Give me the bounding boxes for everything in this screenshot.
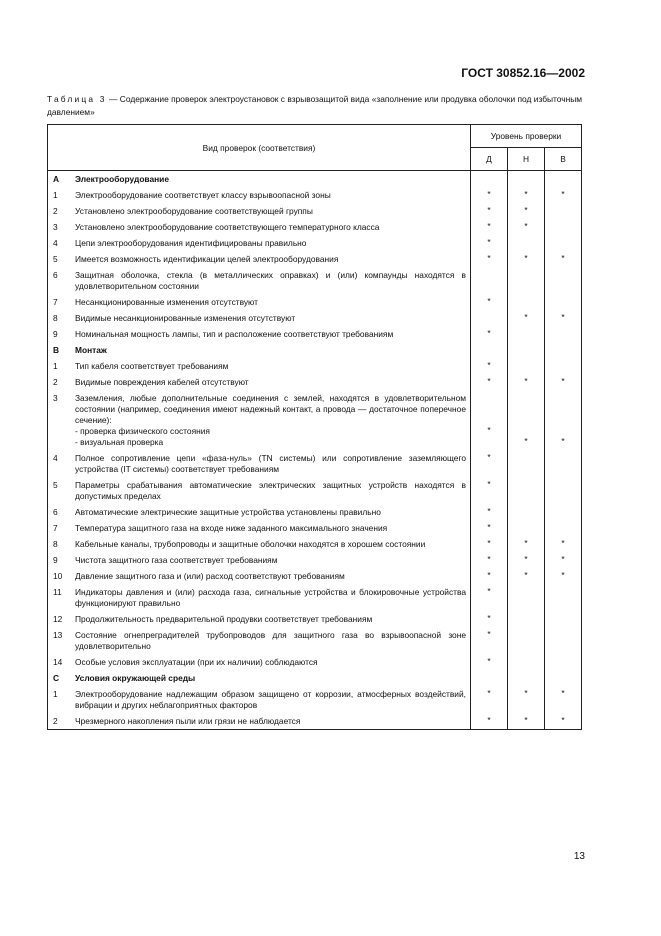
section-title: Электрооборудование xyxy=(73,171,471,188)
row-number: 1 xyxy=(48,686,74,713)
row-text: Видимые повреждения кабелей отсутствуют xyxy=(73,374,471,390)
row-text: Несанкционированные изменения отсутствуют xyxy=(73,294,471,310)
level-mark-cell xyxy=(545,627,582,654)
level-mark-cell xyxy=(545,326,582,342)
section-row xyxy=(48,670,582,686)
row-text: Особые условия эксплуатации (при их наличии) соблюдаются xyxy=(73,654,471,670)
check-mark: * xyxy=(487,479,491,489)
table-row xyxy=(48,477,582,504)
row-text: Электрооборудование надлежащим образом защищено от коррозии, атмосферных воздействий, вибрации и других неблагоприятных факторов xyxy=(73,686,471,713)
inspection-table xyxy=(47,124,582,730)
table-row xyxy=(48,552,582,568)
row-text: Давление защитного газа и (или) расход соответствуют требованиям xyxy=(73,568,471,584)
row-text: Кабельные каналы, трубопроводы и защитные оболочки находятся в хорошем состоянии xyxy=(73,536,471,552)
table-row xyxy=(48,654,582,670)
level-mark-cell xyxy=(545,235,582,251)
level-mark-cell xyxy=(545,203,582,219)
table-row xyxy=(48,390,582,450)
check-mark: * xyxy=(524,715,528,725)
check-mark: * xyxy=(561,189,565,199)
level-mark-cell xyxy=(545,584,582,611)
row-text: Чрезмерного накопления пыли или грязи не наблюдается xyxy=(73,713,471,730)
level-mark-cell xyxy=(545,251,582,267)
row-number: 7 xyxy=(48,520,74,536)
section-row xyxy=(48,171,582,188)
row-text: Имеется возможность идентификации целей электрооборудования xyxy=(73,251,471,267)
row-number: 4 xyxy=(48,235,74,251)
level-mark-cell xyxy=(545,520,582,536)
check-mark: * xyxy=(487,629,491,639)
check-mark: * xyxy=(487,688,491,698)
level-mark-cell xyxy=(545,670,582,686)
check-mark: * xyxy=(561,715,565,725)
table-row xyxy=(48,187,582,203)
level-mark-cell xyxy=(508,654,545,670)
level-mark-cell xyxy=(545,374,582,390)
level-mark-cell xyxy=(545,219,582,235)
check-mark: * xyxy=(487,237,491,247)
level-mark-cell xyxy=(471,713,508,730)
level-mark-cell xyxy=(508,670,545,686)
table-row xyxy=(48,294,582,310)
check-mark: * xyxy=(524,538,528,548)
table-row xyxy=(48,235,582,251)
table-title: — Содержание проверок электроустановок с взрывозащитой вида «заполнение или продувка оболочки под избыточным давлением» xyxy=(47,94,583,117)
level-mark-cell xyxy=(471,584,508,611)
level-mark-cell xyxy=(508,187,545,203)
level-mark-cell xyxy=(508,713,545,730)
check-mark: * xyxy=(487,253,491,263)
level-mark-cell xyxy=(471,536,508,552)
column-header-type: Вид проверок (соответствия) xyxy=(48,125,471,171)
row-number: 5 xyxy=(48,477,74,504)
level-mark-cell xyxy=(545,504,582,520)
level-mark-cell xyxy=(508,520,545,536)
check-mark: * xyxy=(487,376,491,386)
level-mark-cell xyxy=(471,686,508,713)
check-mark: * xyxy=(487,506,491,516)
check-mark: * xyxy=(487,360,491,370)
level-mark-cell xyxy=(508,504,545,520)
level-mark-cell xyxy=(508,536,545,552)
table-row xyxy=(48,536,582,552)
level-mark-cell xyxy=(545,267,582,294)
check-mark: * xyxy=(524,554,528,564)
level-mark-cell xyxy=(471,235,508,251)
level-mark-cell xyxy=(545,713,582,730)
level-mark-cell xyxy=(471,552,508,568)
level-header-d: Д xyxy=(471,148,508,171)
standard-number: ГОСТ 30852.16—2002 xyxy=(461,66,585,80)
section-title: Условия окружающей среды xyxy=(73,670,471,686)
table-body xyxy=(48,171,582,730)
level-mark-cell xyxy=(545,390,582,450)
level-mark-cell xyxy=(508,390,545,450)
level-header-v: В xyxy=(545,148,582,171)
row-text: Тип кабеля соответствует требованиям xyxy=(73,358,471,374)
row-number: 8 xyxy=(48,536,74,552)
level-mark-cell xyxy=(471,654,508,670)
level-mark-cell xyxy=(508,342,545,358)
table-row xyxy=(48,358,582,374)
level-mark-cell xyxy=(508,235,545,251)
check-mark: * xyxy=(561,312,565,322)
table-row xyxy=(48,627,582,654)
level-mark-cell xyxy=(471,203,508,219)
check-mark: * xyxy=(487,538,491,548)
row-number: 9 xyxy=(48,326,74,342)
check-mark: * xyxy=(487,425,491,435)
level-mark-cell xyxy=(471,358,508,374)
level-mark-cell xyxy=(471,504,508,520)
level-mark-cell xyxy=(508,568,545,584)
row-number: 1 xyxy=(48,358,74,374)
level-mark-cell xyxy=(545,310,582,326)
check-mark: * xyxy=(524,436,528,446)
level-mark-cell xyxy=(508,477,545,504)
level-mark-cell xyxy=(471,171,508,188)
check-mark: * xyxy=(487,586,491,596)
check-mark: * xyxy=(487,522,491,532)
level-mark-cell xyxy=(471,390,508,450)
table-row xyxy=(48,219,582,235)
section-row xyxy=(48,342,582,358)
level-mark-cell xyxy=(545,686,582,713)
level-mark-cell xyxy=(545,358,582,374)
check-mark: * xyxy=(561,253,565,263)
level-mark-cell xyxy=(471,450,508,477)
check-mark: * xyxy=(561,554,565,564)
level-mark-cell xyxy=(471,267,508,294)
page-number: 13 xyxy=(573,851,585,862)
row-text: Видимые несанкционированные изменения отсутствуют xyxy=(73,310,471,326)
level-mark-cell xyxy=(508,374,545,390)
check-mark: * xyxy=(524,189,528,199)
level-mark-cell xyxy=(508,219,545,235)
level-mark-cell xyxy=(545,477,582,504)
table-row xyxy=(48,374,582,390)
row-number: 2 xyxy=(48,713,74,730)
row-text: Продолжительность предварительной продувки соответствует требованиям xyxy=(73,611,471,627)
level-mark-cell xyxy=(471,374,508,390)
check-mark: * xyxy=(487,656,491,666)
row-text: Электрооборудование соответствует классу взрывоопасной зоны xyxy=(73,187,471,203)
row-number: 2 xyxy=(48,203,74,219)
check-mark: * xyxy=(524,253,528,263)
row-number: 2 xyxy=(48,374,74,390)
check-mark: * xyxy=(561,436,565,446)
row-number: 1 xyxy=(48,187,74,203)
table-row xyxy=(48,713,582,730)
row-text: Состояние огнепреградителей трубопроводов для защитного газа во взрывоопасной зоне удовлетворительно xyxy=(73,627,471,654)
table-row xyxy=(48,686,582,713)
level-mark-cell xyxy=(545,611,582,627)
row-text: Автоматические электрические защитные устройства установлены правильно xyxy=(73,504,471,520)
table-label: Таблица 3 xyxy=(47,94,107,104)
table-row xyxy=(48,310,582,326)
check-mark: * xyxy=(524,312,528,322)
row-number: C xyxy=(48,670,74,686)
check-mark: * xyxy=(487,205,491,215)
level-mark-cell xyxy=(471,627,508,654)
check-mark: * xyxy=(561,538,565,548)
level-mark-cell xyxy=(508,310,545,326)
table-row xyxy=(48,568,582,584)
level-mark-cell xyxy=(545,450,582,477)
row-text: Установлено электрооборудование соответствующего температурного класса xyxy=(73,219,471,235)
table-row xyxy=(48,611,582,627)
level-mark-cell xyxy=(545,342,582,358)
table-row xyxy=(48,267,582,294)
row-text: Индикаторы давления и (или) расхода газа, сигнальные устройства и блокировочные устройства функционируют правильно xyxy=(73,584,471,611)
row-text: Установлено электрооборудование соответствующей группы xyxy=(73,203,471,219)
level-mark-cell xyxy=(508,686,545,713)
column-header-level: Уровень проверки xyxy=(471,125,582,148)
row-text: Номинальная мощность лампы, тип и расположение соответствуют требованиям xyxy=(73,326,471,342)
level-mark-cell xyxy=(545,536,582,552)
check-mark: * xyxy=(487,570,491,580)
level-mark-cell xyxy=(508,627,545,654)
table-caption xyxy=(47,93,582,118)
check-mark: * xyxy=(487,554,491,564)
row-number: 14 xyxy=(48,654,74,670)
level-mark-cell xyxy=(471,568,508,584)
row-text: Полное сопротивление цепи «фаза-нуль» (TN системы) или сопротивление заземляющего устройства (IT системы) соответствует требованиям xyxy=(73,450,471,477)
check-mark: * xyxy=(487,452,491,462)
level-mark-cell xyxy=(471,520,508,536)
table-row xyxy=(48,450,582,477)
row-number: 12 xyxy=(48,611,74,627)
check-mark: * xyxy=(524,221,528,231)
level-mark-cell xyxy=(471,294,508,310)
level-mark-cell xyxy=(508,251,545,267)
level-mark-cell xyxy=(471,219,508,235)
check-mark: * xyxy=(561,688,565,698)
check-mark: * xyxy=(487,715,491,725)
level-mark-cell xyxy=(508,326,545,342)
row-number: 8 xyxy=(48,310,74,326)
check-mark: * xyxy=(524,688,528,698)
level-header-n: Н xyxy=(508,148,545,171)
row-number: 4 xyxy=(48,450,74,477)
check-mark: * xyxy=(487,613,491,623)
level-mark-cell xyxy=(471,310,508,326)
table-row xyxy=(48,504,582,520)
check-mark: * xyxy=(561,570,565,580)
row-number: 5 xyxy=(48,251,74,267)
level-mark-cell xyxy=(508,294,545,310)
level-mark-cell xyxy=(471,611,508,627)
row-text: Температура защитного газа на входе ниже заданного максимального значения xyxy=(73,520,471,536)
check-mark: * xyxy=(487,296,491,306)
row-number: 11 xyxy=(48,584,74,611)
row-text: Заземления, любые дополнительные соединения с землей, находятся в удовлетворительном состоянии (например, соединения имеют надежный контакт, а провода — достаточное поперечное сечение): - проверка физического состояния - визуальная проверка xyxy=(73,390,471,450)
check-mark: * xyxy=(524,570,528,580)
row-text: Чистота защитного газа соответствует требованиям xyxy=(73,552,471,568)
level-mark-cell xyxy=(471,251,508,267)
level-mark-cell xyxy=(471,187,508,203)
level-mark-cell xyxy=(545,568,582,584)
level-mark-cell xyxy=(508,203,545,219)
row-number: A xyxy=(48,171,74,188)
row-number: 7 xyxy=(48,294,74,310)
section-title: Монтаж xyxy=(73,342,471,358)
row-number: 6 xyxy=(48,504,74,520)
check-mark: * xyxy=(487,221,491,231)
level-mark-cell xyxy=(471,326,508,342)
row-text: Защитная оболочка, стекла (в металлических оправках) и (или) компаунды находятся в удовлетворительном состоянии xyxy=(73,267,471,294)
table-row xyxy=(48,251,582,267)
check-mark: * xyxy=(561,376,565,386)
table-row xyxy=(48,584,582,611)
table-row xyxy=(48,326,582,342)
level-mark-cell xyxy=(508,611,545,627)
level-mark-cell xyxy=(471,342,508,358)
table-row xyxy=(48,520,582,536)
level-mark-cell xyxy=(508,358,545,374)
table-row xyxy=(48,203,582,219)
row-number: 3 xyxy=(48,390,74,450)
row-number: 13 xyxy=(48,627,74,654)
level-mark-cell xyxy=(471,670,508,686)
level-mark-cell xyxy=(508,584,545,611)
row-number: B xyxy=(48,342,74,358)
check-mark: * xyxy=(487,189,491,199)
level-mark-cell xyxy=(545,552,582,568)
row-text: Параметры срабатывания автоматические электрических защитных устройств находятся в допустимых пределах xyxy=(73,477,471,504)
level-mark-cell xyxy=(508,552,545,568)
row-number: 9 xyxy=(48,552,74,568)
row-text: Цепи электрооборудования идентифицированы правильно xyxy=(73,235,471,251)
level-mark-cell xyxy=(545,187,582,203)
level-mark-cell xyxy=(545,654,582,670)
level-mark-cell xyxy=(471,477,508,504)
check-mark: * xyxy=(487,328,491,338)
level-mark-cell xyxy=(508,171,545,188)
row-number: 10 xyxy=(48,568,74,584)
level-mark-cell xyxy=(508,450,545,477)
level-mark-cell xyxy=(508,267,545,294)
level-mark-cell xyxy=(545,294,582,310)
check-mark: * xyxy=(524,376,528,386)
row-number: 3 xyxy=(48,219,74,235)
check-mark: * xyxy=(524,205,528,215)
row-number: 6 xyxy=(48,267,74,294)
level-mark-cell xyxy=(545,171,582,188)
